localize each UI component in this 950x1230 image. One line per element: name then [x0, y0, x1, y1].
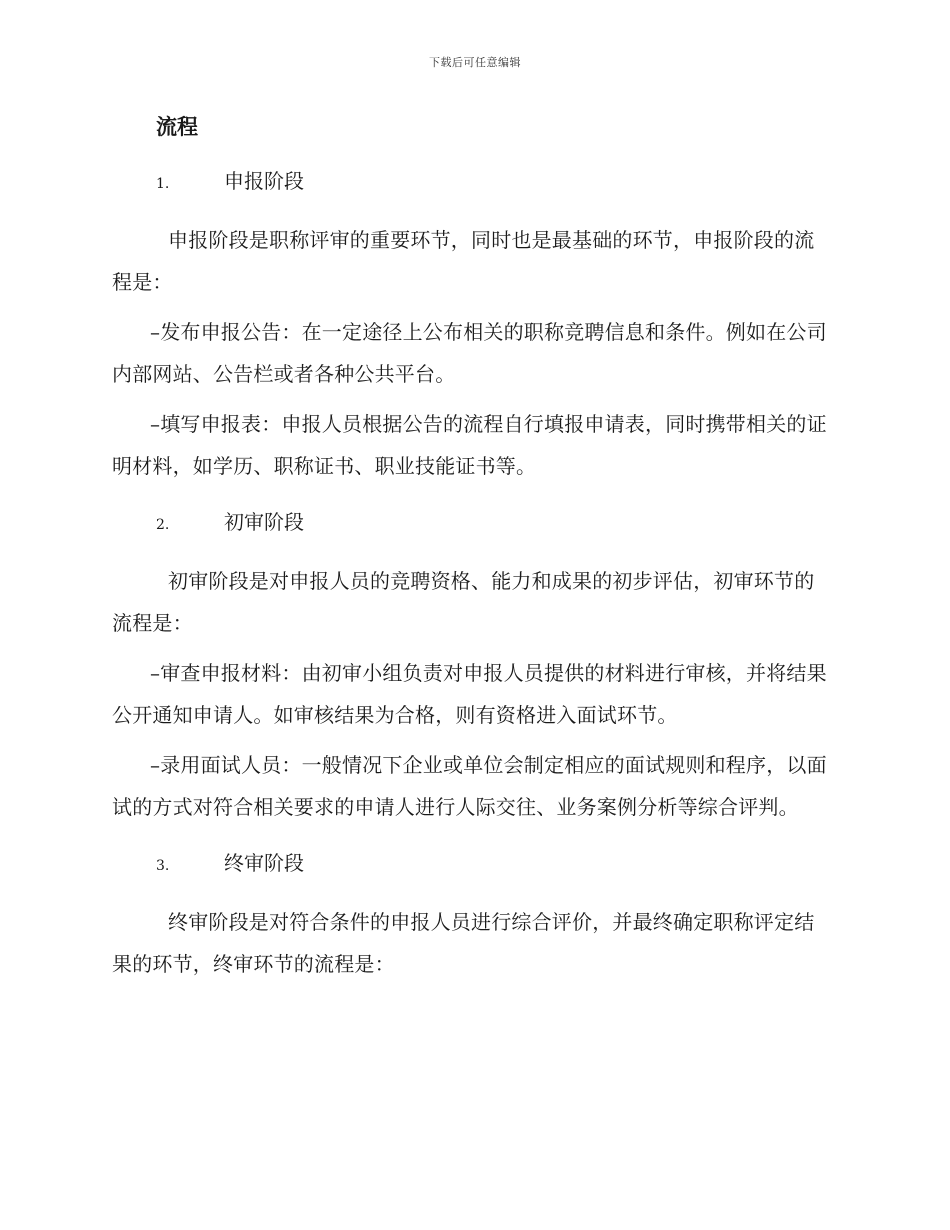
list-item: –录用面试人员：一般情况下企业或单位会制定相应的面试规则和程序，以面试的方式对符合相关要求的申请人进行人际交往、业务案例分析等综合评判。 [112, 753, 827, 819]
page-header: 下载后可任意编辑 [429, 56, 521, 69]
section-heading [112, 162, 832, 203]
section-heading [112, 844, 832, 885]
section-number: 2. [156, 517, 170, 533]
section-title: 终审阶段 [224, 851, 304, 875]
section-intro: 初审阶段是对申报人员的竞聘资格、能力和成果的初步评估，初审环节的流程是： [112, 569, 815, 635]
section-intro: 申报阶段是职称评审的重要环节，同时也是最基础的环节，申报阶段的流程是： [112, 228, 815, 294]
section-intro: 终审阶段是对符合条件的申报人员进行综合评价，并最终确定职称评定结果的环节，终审环节的流程是： [112, 910, 815, 976]
section-number: 1. [156, 176, 170, 192]
section-number: 3. [156, 858, 170, 874]
document-title: 流程 [156, 115, 198, 139]
section-heading [112, 503, 832, 544]
list-item: –发布申报公告：在一定途径上公布相关的职称竞聘信息和条件。例如在公司内部网站、公告栏或者各种公共平台。 [112, 320, 827, 386]
section-title: 申报阶段 [224, 169, 304, 193]
section-title: 初审阶段 [224, 510, 304, 534]
list-item: –审查申报材料：由初审小组负责对申报人员提供的材料进行审核，并将结果公开通知申请人。如审核结果为合格，则有资格进入面试环节。 [112, 661, 827, 727]
list-item: –填写申报表：申报人员根据公告的流程自行填报申请表，同时携带相关的证明材料，如学历、职称证书、职业技能证书等。 [112, 412, 827, 478]
document-body [112, 112, 832, 993]
